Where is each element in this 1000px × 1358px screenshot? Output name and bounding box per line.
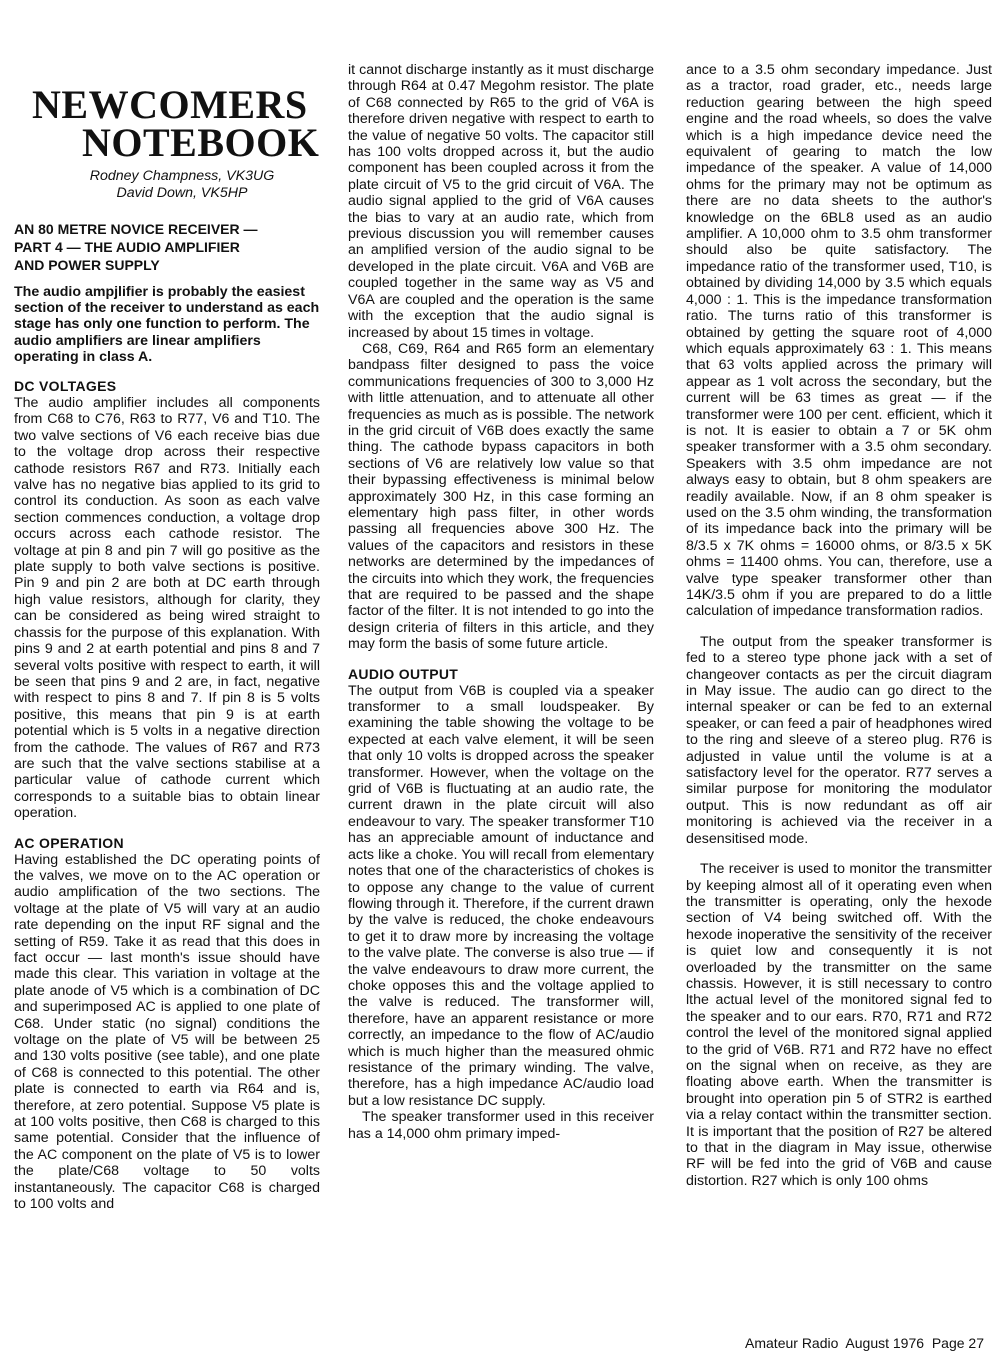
paragraph-audio-output-2b: ance to a 3.5 ohm secondary impedance. Just as a tractor, road grader, etc., needs large reduction gearing between the high speed engine and the road wheels, so does the valve which is a high impedance device need the equivalent of gearing to match the low impedance of the speaker. A value of 14,000 ohms for the primary may not be optimum as there are no data sheets to the author's knowledge on the 6BL8 used as an audio amplifier. A 10,000 ohm to 3.5 ohm transformer should also be quite satisfactory. The impedance ratio of the transformer used, T10, is obtained by dividing 14,000 by 3.5 which equals 4,000 : 1. This is the impedance transformation ratio. The turns ratio of this transformer is obtained by getting the square root of 4,000 which equals approximately 63 : 1. This means that 63 volts applied across the primary will appear as 1 volt across the secondary, but the current will be 63 times as great — if the transformer were 100 per cent. efficient, which it is not. It is easier to obtain a 7 or 5K ohm speaker transformer with a 3.5 ohm secondary. Speakers with 3.5 ohm impedance are not always easy to obtain, but 8 ohm speakers are readily available. Now, if an 8 ohm speaker is used on the 3.5 ohm winding, the transformation of its impedance back into the primary will be 8/3.5 x 7K ohms = 16000 ohms, or 8/3.5 x 5K ohms = 11400 ohms. You can, therefore, use a valve type speaker transformer other than 14K/3.5 ohm if you are prepared to do a little calculation of impedance transformation radios.: [686, 62, 992, 620]
author-block: [44, 168, 320, 202]
column-3: [686, 62, 992, 1189]
footer-magazine: Amateur Radio: [745, 1335, 839, 1351]
title-line-2: NOTEBOOK: [82, 120, 320, 165]
footer-page: Page 27: [931, 1335, 984, 1351]
column-1: [14, 82, 320, 1213]
paragraph-audio-output-3: The output from the speaker transformer is fed to a stereo type phone jack with a set of changeover contacts as per the circuit diagram in May issue. The audio can go direct to the internal speaker or can be fed to an external speaker, or can feed a pair of headphones wired to the ring and sleeve of a stereo plug. R76 is adjusted in value until the volume is at a satisfactory level for the operator. R77 serves a similar purpose for monitoring the modulator output. This is now redundant as off air monitoring is achieved via the receiver in a desensitised mode.: [686, 633, 992, 847]
paragraph-audio-output-1: The output from V6B is coupled via a speaker transformer to a small loudspeaker. By examining the table showing the voltage to be expected at each valve element, it will be seen that only 10 volts is dropped across the speaker transformer. However, when the voltage on the grid of V6B is fluctuating at an audio rate, the current drawn in the plate circuit will also endeavour to vary. The speaker transformer T10 has an appreciable amount of inductance and acts like a choke. You will recall from elementary notes that one of the characteristics of chokes is to oppose any change to the value of current flowing through it. Therefore, if the current drawn by the valve is reduced, the choke endeavours to get it to draw more by increasing the voltage to the valve plate. The converse is also true — if the valve endeavours to draw more current, the choke opposes this and the voltage applied to the valve is reduced. The transformer will, therefore, have an apparent resistance or more correctly, an impedance to the flow of AC/audio which is much higher than the measured ohmic resistance of the primary winding. The valve, therefore, has a high impedance AC/audio load but a low resistance DC supply.: [348, 682, 654, 1109]
page-title: [14, 82, 320, 165]
paragraph-ac-operation-2: C68, C69, R64 and R65 form an elementary bandpass filter designed to pass the voice communications frequencies of 300 to 3,000 Hz with little attenuation, and to attenuate all other frequencies as much as is possible. The network in the grid circuit of V6B does exactly the same thing. The cathode bypass capacitors in both sections of V6 are relatively low value so that their bypassing effectiveness is minimal below approximately 300 Hz, in this case forming an elementary high pass filter, in other words passing all frequencies above 300 Hz. The values of the capacitors and resistors in these networks are determined by the impedances of the circuits into which they work, the frequencies that are required to be passed and the shape factor of the filter. It is not intended to go into the design criteria of filters in this article, and they may form the basis of some future article.: [348, 340, 654, 653]
article-intro: The audio ampjlifier is probably the easiest section of the receiver to understand as each stage has only one function to perform. The audio amplifiers are linear amplifiers operating in class A.: [14, 284, 320, 365]
section-heading-audio-output: AUDIO OUTPUT: [348, 665, 459, 682]
article-heading-line-3: AND POWER SUPPLY: [14, 257, 160, 273]
page-footer: [745, 1335, 984, 1351]
author-1: Rodney Champness, VK3UG: [89, 168, 275, 184]
title-line-1: NEWCOMERS: [32, 82, 308, 127]
author-2: David Down, VK5HP: [116, 185, 248, 201]
column-2: [348, 62, 654, 1142]
section-heading-ac-operation: AC OPERATION: [14, 834, 124, 851]
section-heading-dc-voltages: DC VOLTAGES: [14, 378, 117, 395]
paragraph-dc-voltages: The audio amplifier includes all components from C68 to C76, R63 to R77, V6 and T10. The two valve sections of V6 each receive bias due to the voltage drop across their respective cathode resistors R67 and R73. Initially each valve has no negative bias applied to its grid to control its conduction. As soon as each valve section commences conduction, a voltage drop occurs across each cathode resistor. The voltage at pin 8 and pin 7 will go positive as the plate supply to both valve sections is positive. Pin 9 and pin 2 are both at DC earth through high value resistors, although for clarity, they can be considered as being wired straight to chassis for the purpose of this explanation. With pins 9 and 2 at earth potential and pins 8 and 7 several volts positive with respect to earth, it will be seen that pins 9 and 2 are, in fact, negative with respect to pins 8 and 7. If pin 8 is 5 volts positive, this means that pin 9 is at earth potential which is 5 volts in a negative direction from the cathode. The values of R67 and R73 are such that the valve sections stabilise at a particular value of cathode current which corresponds to a suitable bias to obtain linear operation.: [14, 395, 320, 822]
paragraph-audio-output-4: The receiver is used to monitor the transmitter by keeping almost all of it operating even when the transmitter is operating, only the hexode section of V4 being switched off. With the hexode inoperative the sensitivity of the receiver is quiet low and consequently it is not overloaded by the transmitter on the same chassis. However, it is still necessary to contro lthe actual level of the monitored signal fed to the speaker and to our ears. R70, R71 and R72 control the level of the monitored signal applied to the grid of V6B. R71 and R72 have no effect on the signal when on receive, as they are floating above earth. When the transmitter is brought into operation pin 5 of STR2 is earthed via a relay contact within the transmitter section. It is important that the position of R27 be altered to that in the diagram in May issue, otherwise RF will be fed into the grid of V6B and cause distortion. R27 which is only 100 ohms: [686, 861, 992, 1189]
footer-issue: August 1976: [845, 1335, 925, 1351]
article-heading: [14, 220, 320, 274]
article-heading-line-1: AN 80 METRE NOVICE RECEIVER —: [14, 221, 258, 237]
paragraph-audio-output-2a: The speaker transformer used in this receiver has a 14,000 ohm primary imped-: [348, 1109, 654, 1142]
paragraph-ac-operation-1a: Having established the DC operating points of the valves, we move on to the AC operation or audio amplification of the two sections. The voltage at the plate of V5 will vary at an audio rate depending on the input RF signal and the setting of R59. Take it as read that this does in fact occur — last month's issue should have made this clear. This variation in voltage at the plate anode of V5 which is a combination of DC and superimposed AC is applied to one plate of C68. Under static (no signal) conditions the voltage on the plate of V5 will be between 25 and 130 volts positive (see table), and one plate of C68 is connected to this potential. The other plate is connected to earth via R64 and is, therefore, at zero potential. Suppose V5 plate is at 100 volts positive, then C68 is charged to this same potential. Consider that the influence of the AC component on the plate of V5 is to lower the plate/C68 voltage to 50 volts instantaneously. The capacitor C68 is charged to 100 volts and: [14, 851, 320, 1213]
article-heading-line-2: PART 4 — THE AUDIO AMPLIFIER: [14, 239, 240, 255]
paragraph-ac-operation-1b: it cannot discharge instantly as it must discharge through R64 at 0.47 Megohm resistor. The plate of C68 connected by R65 to the grid of V6A is therefore driven negative with respect to earth to the value of negative 50 volts. The capacitor still has 100 volts dropped across it, but the audio component has been coupled across it from the plate circuit of V5 to the grid circuit of V6A. The audio signal applied to the grid of V6A causes the bias to vary at an audio rate, which from previous discussion you will remember causes an amplified version of the audio signal to be developed in the plate circuit. V6A and V6B are coupled together in the same way as V5 and V6A are coupled and the operation is the same with the exception that the audio signal is increased by about 15 times in voltage.: [348, 62, 654, 341]
